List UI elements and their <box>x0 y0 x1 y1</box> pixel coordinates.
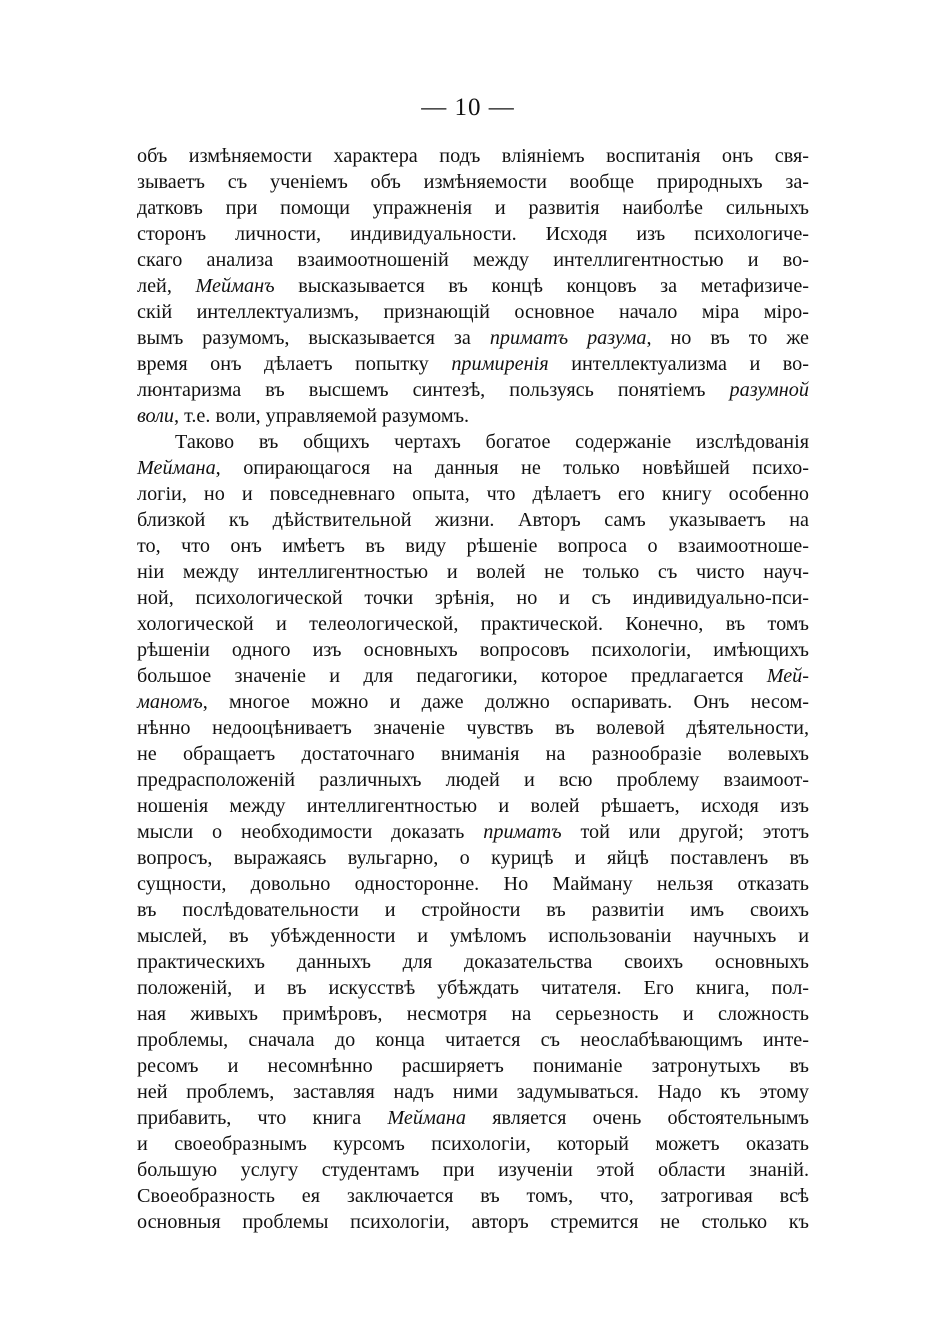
text-segment: практическихъ данныхъ для доказательства своихъ основныхъ <box>137 951 809 973</box>
text-segment: нѣнно недооцѣниваетъ значеніе чувствъ въ волевой дѣятельности, <box>137 717 809 739</box>
text-line <box>137 715 809 741</box>
text-line <box>137 247 809 273</box>
text-segment: люнтаризма въ высшемъ синтезѣ, пользуясь понятіемъ <box>137 379 730 401</box>
text-segment: , но въ то же <box>646 327 809 349</box>
text-line <box>137 273 809 299</box>
text-segment: лей, <box>137 275 196 297</box>
text-segment: положеній, и въ искусствѣ убѣждать читателя. Его книга, пол- <box>137 977 809 999</box>
emphasis-text: Мейманa <box>137 457 216 479</box>
text-segment: время онъ дѣлаетъ попытку <box>137 353 452 375</box>
text-segment: предрасположеній различныхъ людей и всю проблему взаимоот- <box>137 769 809 791</box>
text-line <box>137 143 809 169</box>
text-line <box>137 1001 809 1027</box>
text-segment: сторонъ личности, индивидуальности. Исходя изъ психологиче- <box>137 223 809 245</box>
text-segment: ніи между интеллигентностью и волей не только съ чисто науч- <box>137 561 809 583</box>
text-segment: сущности, довольно односторонне. Но Майману нельзя отказать <box>137 873 809 895</box>
text-segment: основныя проблемы психологіи, авторъ стремится не столько къ <box>137 1211 809 1233</box>
text-line <box>137 403 809 429</box>
text-line <box>137 1105 809 1131</box>
text-segment: прибавить, что книга <box>137 1107 388 1129</box>
text-line <box>137 299 809 325</box>
emphasis-text: Мей- <box>766 665 809 687</box>
text-segment: , многое можно и даже должно оспаривать. Онъ несом- <box>202 691 809 713</box>
text-segment: близкой къ дѣйствительной жизни. Авторъ самъ указываетъ на <box>137 509 809 531</box>
text-segment: мысли о необходимости доказать <box>137 821 484 843</box>
text-line <box>137 585 809 611</box>
text-line <box>137 611 809 637</box>
text-segment: , т.е. воли, управляемой разумомъ. <box>173 405 470 427</box>
text-segment: логіи, но и повседневнаго опыта, что дѣлаетъ его книгу особенно <box>137 483 809 505</box>
text-segment: скаго анализа взаимоотношеній между интеллигентностью и во- <box>137 249 809 271</box>
text-segment: Таково въ общихъ чертахъ богатое содержаніе изслѣдованія <box>175 431 809 453</box>
text-line <box>137 533 809 559</box>
text-line <box>137 871 809 897</box>
emphasis-text: приматъ разума <box>489 327 647 349</box>
text-segment: той или другой; этотъ <box>561 821 810 843</box>
text-line <box>137 169 809 195</box>
text-segment: мыслей, въ убѣжденности и умѣломъ использованіи научныхъ и <box>137 925 809 947</box>
text-line <box>137 949 809 975</box>
text-line <box>137 325 809 351</box>
text-line <box>137 351 809 377</box>
text-line <box>137 845 809 871</box>
text-segment: и своеобразнымъ курсомъ психологіи, который можетъ оказать <box>137 1133 809 1155</box>
text-segment: , опирающагося на данныя не только новѣйшей психо- <box>215 457 809 479</box>
text-segment: Своеобразность ея заключается въ томъ, что, затрогивая всѣ <box>137 1185 809 1207</box>
text-line <box>137 897 809 923</box>
emphasis-text: примиренія <box>451 353 549 375</box>
text-line <box>137 377 809 403</box>
emphasis-text: Мейманa <box>387 1107 467 1129</box>
text-line <box>137 975 809 1001</box>
text-line <box>137 1209 809 1235</box>
text-line <box>137 793 809 819</box>
text-segment: ная живыхъ примѣровъ, несмотря на серьезность и сложность <box>137 1003 809 1025</box>
text-segment: зываетъ съ ученіемъ объ измѣняемости вообще природныхъ за- <box>137 171 809 193</box>
text-segment: то, что онъ имѣетъ въ виду рѣшеніе вопроса о взаимоотноше- <box>137 535 809 557</box>
text-line <box>137 663 809 689</box>
text-segment: хологической и телеологической, практической. Конечно, въ томъ <box>137 613 809 635</box>
text-line <box>137 1157 809 1183</box>
text-segment: большое значеніе и для педагогики, которое предлагается <box>137 665 767 687</box>
text-segment: проблемы, сначала до конца читается съ неослабѣвающимъ инте- <box>137 1029 809 1051</box>
text-segment: ресомъ и несомнѣнно расширяетъ пониманіе затронутыхъ въ <box>137 1055 809 1077</box>
text-line <box>137 481 809 507</box>
page-number: — 10 — <box>421 94 515 121</box>
text-line <box>137 1131 809 1157</box>
text-line <box>137 923 809 949</box>
text-segment: въ послѣдовательности и стройности въ развитіи имъ своихъ <box>137 899 809 921</box>
text-segment: рѣшеніи одного изъ основныхъ вопросовъ психологіи, имѣющихъ <box>137 639 809 661</box>
body-text <box>137 143 809 1235</box>
text-line <box>137 767 809 793</box>
text-segment: ней проблемъ, заставляя надъ ними задумываться. Надо къ этому <box>137 1081 809 1103</box>
text-segment: не обращаетъ достаточнаго вниманія на разнообразіе волевыхъ <box>137 743 809 765</box>
text-segment: высказывается въ концѣ концовъ за метафизиче- <box>274 275 809 297</box>
text-line <box>137 507 809 533</box>
emphasis-text: приматъ <box>483 821 562 843</box>
emphasis-text: разумной <box>729 379 809 401</box>
text-segment: интеллектуализма и во- <box>548 353 810 375</box>
text-segment: вопросъ, выражаясь вульгарно, о курицѣ и яйцѣ поставленъ въ <box>137 847 809 869</box>
text-line <box>137 741 809 767</box>
text-segment: датковъ при помощи упражненія и развитія наиболѣе сильныхъ <box>137 197 809 219</box>
text-line <box>137 637 809 663</box>
text-line <box>137 1079 809 1105</box>
paragraph-first-line <box>137 429 809 455</box>
text-segment: вымъ разумомъ, высказывается за <box>137 327 490 349</box>
text-segment: большую услугу студентамъ при изученіи этой области знаній. <box>137 1159 809 1181</box>
text-line <box>137 689 809 715</box>
emphasis-text: воли <box>137 405 174 427</box>
text-segment: объ измѣняемости характера подъ вліяніемъ воспитанія онъ свя- <box>137 145 809 167</box>
emphasis-text: маномъ <box>137 691 203 713</box>
text-segment: ношенія между интеллигентностью и волей рѣшаетъ, исходя изъ <box>137 795 809 817</box>
text-line <box>137 1053 809 1079</box>
text-line <box>137 819 809 845</box>
text-segment: скій интеллектуализмъ, признающій основное начало міра міро- <box>137 301 809 323</box>
text-line <box>137 195 809 221</box>
text-line <box>137 221 809 247</box>
text-line <box>137 559 809 585</box>
emphasis-text: Мейманъ <box>195 275 275 297</box>
text-segment: является очень обстоятельнымъ <box>466 1107 809 1129</box>
text-line <box>137 1183 809 1209</box>
text-line <box>137 1027 809 1053</box>
text-line <box>137 455 809 481</box>
text-segment: ной, психологической точки зрѣнія, но и съ индивидуально-пси- <box>137 587 809 609</box>
